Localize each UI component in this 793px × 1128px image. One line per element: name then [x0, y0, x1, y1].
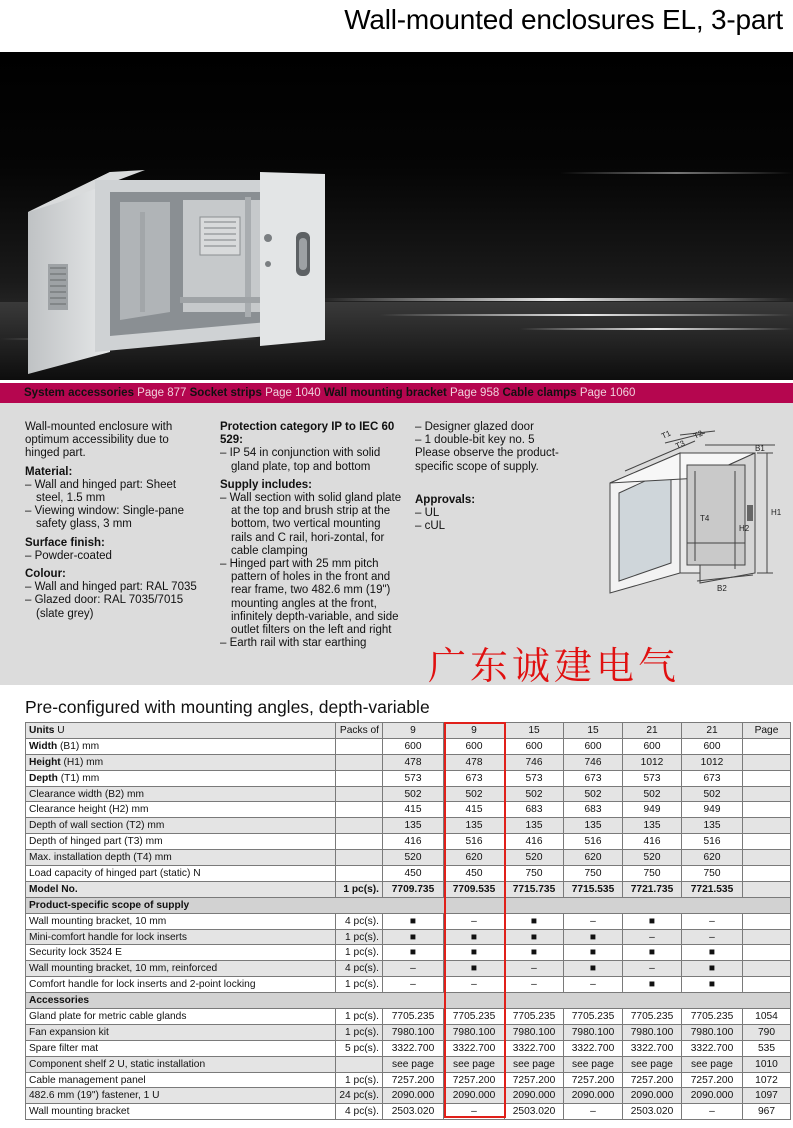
scope-heading-row	[26, 897, 791, 913]
dimension-row	[26, 866, 791, 882]
acc-label-3[interactable]: Cable clamps	[502, 387, 577, 399]
scope-row	[26, 945, 791, 961]
value-cell: 750	[623, 866, 682, 882]
page-cell: 967	[743, 1104, 791, 1120]
accessory-value: 7257.200	[444, 1072, 505, 1088]
enclosure-photo-illustration	[0, 52, 793, 380]
accessory-value: 7257.200	[682, 1072, 743, 1088]
value-cell: 516	[564, 834, 623, 850]
accessory-value: 2503.020	[383, 1104, 444, 1120]
value-cell: 1012	[682, 754, 743, 770]
value-cell: 502	[623, 786, 682, 802]
supply-extra-item: – Designer glazed door	[415, 421, 575, 434]
dimension-label: Width (B1) mm	[26, 738, 336, 754]
accessory-value: 3322.700	[623, 1040, 682, 1056]
value-cell: 750	[505, 866, 564, 882]
accessory-value: 7257.200	[505, 1072, 564, 1088]
accessory-value: 2090.000	[623, 1088, 682, 1104]
value-cell: 135	[444, 818, 505, 834]
value-cell: 416	[623, 834, 682, 850]
value-cell: 450	[383, 866, 444, 882]
scope-mark: –	[505, 961, 564, 977]
scope-heading: Product-specific scope of supply	[26, 897, 791, 913]
accessory-row	[26, 1088, 791, 1104]
page-title: Wall-mounted enclosures EL, 3-part	[344, 4, 783, 35]
colour-item: – Wall and hinged part: RAL 7035	[25, 581, 200, 594]
dimension-label: Depth of wall section (T2) mm	[26, 818, 336, 834]
page-cell	[743, 818, 791, 834]
scope-mark: –	[564, 913, 623, 929]
dimension-row	[26, 802, 791, 818]
intro-text: Wall-mounted enclosure with optimum accessibility due to hinged part.	[25, 421, 173, 460]
accessory-value: 7705.235	[444, 1009, 505, 1025]
value-cell: 949	[682, 802, 743, 818]
value-cell: 750	[564, 866, 623, 882]
value-cell: 683	[505, 802, 564, 818]
accessory-value: 2090.000	[564, 1088, 623, 1104]
material-heading: Material:	[25, 465, 73, 478]
colour-heading: Colour:	[25, 568, 66, 581]
accessory-row	[26, 1104, 791, 1120]
acc-label-2[interactable]: Wall mounting bracket	[323, 387, 447, 399]
supply-item: – Wall section with solid gland plate at the top and brush strip at the bottom, two vertical mounting rails and C rail, hori-zontal, for cable clamping	[220, 492, 402, 558]
scope-row	[26, 961, 791, 977]
value-cell: 516	[682, 834, 743, 850]
accessory-value: 2090.000	[505, 1088, 564, 1104]
model-number-cell: 7709.535	[444, 881, 505, 897]
packs-cell	[336, 818, 383, 834]
surface-heading: Surface finish:	[25, 536, 105, 549]
model-number-cell: 7721.735	[623, 881, 682, 897]
scope-mark: –	[505, 977, 564, 993]
accessory-value: –	[682, 1104, 743, 1120]
scope-mark: –	[383, 961, 444, 977]
description-column-1	[25, 421, 200, 621]
model-number-cell: 7721.535	[682, 881, 743, 897]
value-cell: 520	[505, 850, 564, 866]
accessory-value: 7980.100	[682, 1024, 743, 1040]
value-cell: 416	[505, 834, 564, 850]
watermark-text: 广东诚建电气	[428, 644, 681, 688]
page-cell	[743, 977, 791, 993]
scope-mark: ■	[505, 945, 564, 961]
header-units: 15	[564, 723, 623, 739]
scope-mark: ■	[564, 945, 623, 961]
value-cell: 600	[682, 738, 743, 754]
dimension-row	[26, 786, 791, 802]
value-cell: 502	[444, 786, 505, 802]
packs-cell	[336, 786, 383, 802]
page-cell	[743, 866, 791, 882]
accessory-value: 3322.700	[682, 1040, 743, 1056]
scope-mark: ■	[444, 961, 505, 977]
scope-mark: ■	[505, 929, 564, 945]
scope-mark: ■	[682, 961, 743, 977]
header-units: 21	[623, 723, 682, 739]
packs-cell: 1 pc(s).	[336, 1024, 383, 1040]
value-cell: 135	[682, 818, 743, 834]
dimension-row	[26, 818, 791, 834]
packs-cell	[336, 770, 383, 786]
scope-note: Please observe the product-specific scope of supply.	[415, 447, 559, 473]
value-cell: 746	[564, 754, 623, 770]
packs-cell	[336, 850, 383, 866]
packs-cell	[336, 1056, 383, 1072]
packs-cell: 1 pc(s).	[336, 929, 383, 945]
approval-item: – UL	[415, 507, 575, 520]
accessory-value: 3322.700	[505, 1040, 564, 1056]
page-cell: 1097	[743, 1088, 791, 1104]
scope-mark: ■	[623, 913, 682, 929]
accessory-value: 7705.235	[383, 1009, 444, 1025]
acc-page-2[interactable]: Page 958	[450, 387, 500, 399]
accessory-row	[26, 1056, 791, 1072]
accessory-value: see page	[383, 1056, 444, 1072]
accessory-value: –	[564, 1104, 623, 1120]
accessory-value: 7257.200	[564, 1072, 623, 1088]
header-packs: Packs of	[336, 723, 383, 739]
packs-cell: 1 pc(s).	[336, 945, 383, 961]
protection-heading: Protection category IP to IEC 60 529:	[220, 421, 395, 447]
accessory-row	[26, 1009, 791, 1025]
model-row	[26, 881, 791, 897]
accessory-value: 7257.200	[383, 1072, 444, 1088]
diagram-label-b1: B1	[755, 444, 765, 453]
dimension-label: Clearance width (B2) mm	[26, 786, 336, 802]
page-cell	[743, 770, 791, 786]
header-units: 21	[682, 723, 743, 739]
scope-mark: ■	[564, 961, 623, 977]
acc-label-1[interactable]: Socket strips	[189, 387, 262, 399]
scope-label: Security lock 3524 E	[26, 945, 336, 961]
dimension-row	[26, 834, 791, 850]
scope-mark: ■	[564, 929, 623, 945]
page-cell	[743, 913, 791, 929]
page-cell	[743, 929, 791, 945]
material-item: – Viewing window: Single-pane safety glass, 3 mm	[25, 505, 200, 531]
value-cell: 620	[564, 850, 623, 866]
value-cell: 600	[564, 738, 623, 754]
value-cell: 502	[682, 786, 743, 802]
page-cell: 790	[743, 1024, 791, 1040]
accessory-label: 482.6 mm (19") fastener, 1 U	[26, 1088, 336, 1104]
dimension-label: Load capacity of hinged part (static) N	[26, 866, 336, 882]
value-cell: 502	[505, 786, 564, 802]
dimension-diagram	[605, 423, 785, 598]
accessories-bar	[0, 383, 793, 403]
model-label: Model No.	[26, 881, 336, 897]
accessory-label: Cable management panel	[26, 1072, 336, 1088]
spec-table	[25, 722, 791, 1120]
accessory-value: see page	[444, 1056, 505, 1072]
supply-item: – Earth rail with star earthing	[220, 637, 402, 650]
page-cell	[743, 754, 791, 770]
supply-heading: Supply includes:	[220, 478, 313, 491]
scope-mark: ■	[444, 945, 505, 961]
acc-page-1[interactable]: Page 1040	[265, 387, 321, 399]
accessory-value: 2090.000	[383, 1088, 444, 1104]
scope-mark: –	[623, 961, 682, 977]
accessory-value: 7705.235	[682, 1009, 743, 1025]
value-cell: 416	[383, 834, 444, 850]
accessory-label: Fan expansion kit	[26, 1024, 336, 1040]
header-units: 9	[383, 723, 444, 739]
diagram-label-t2: T2	[692, 428, 705, 441]
page-cell	[743, 802, 791, 818]
page-cell: 1010	[743, 1056, 791, 1072]
accessory-value: 7705.235	[623, 1009, 682, 1025]
dimension-row	[26, 738, 791, 754]
acc-page-3[interactable]: Page 1060	[579, 387, 636, 399]
value-cell: 135	[623, 818, 682, 834]
approval-item: – cUL	[415, 520, 575, 533]
scope-mark: –	[383, 977, 444, 993]
value-cell: 502	[383, 786, 444, 802]
diagram-label-t1: T1	[660, 428, 673, 441]
page-cell	[743, 850, 791, 866]
value-cell: 949	[623, 802, 682, 818]
page-cell	[743, 738, 791, 754]
diagram-label-h2: H2	[739, 524, 750, 533]
accessory-value: 2503.020	[505, 1104, 564, 1120]
description-panel	[0, 403, 793, 688]
packs-cell: 5 pc(s).	[336, 1040, 383, 1056]
packs-cell	[336, 754, 383, 770]
page-cell: 1072	[743, 1072, 791, 1088]
table-header-row	[26, 723, 791, 739]
scope-mark: ■	[682, 945, 743, 961]
dimension-row	[26, 770, 791, 786]
packs-cell: 24 pc(s).	[336, 1088, 383, 1104]
approvals-heading: Approvals:	[415, 493, 476, 506]
model-number-cell: 7715.735	[505, 881, 564, 897]
value-cell: 135	[505, 818, 564, 834]
accessory-label: Spare filter mat	[26, 1040, 336, 1056]
packs-cell	[336, 802, 383, 818]
scope-mark: –	[623, 929, 682, 945]
scope-mark: ■	[505, 913, 564, 929]
dimension-row	[26, 850, 791, 866]
scope-mark: –	[444, 913, 505, 929]
value-cell: 520	[383, 850, 444, 866]
dimension-row	[26, 754, 791, 770]
accessory-value: 7980.100	[444, 1024, 505, 1040]
value-cell: 620	[444, 850, 505, 866]
scope-mark: ■	[682, 977, 743, 993]
header-page: Page	[743, 723, 791, 739]
accessory-row	[26, 1072, 791, 1088]
diagram-label-b2: B2	[717, 584, 727, 593]
page-cell: 1054	[743, 1009, 791, 1025]
scope-mark: –	[564, 977, 623, 993]
accessories-heading-row	[26, 993, 791, 1009]
diagram-label-t3: T3	[674, 438, 687, 451]
value-cell: 683	[564, 802, 623, 818]
scope-label: Wall mounting bracket, 10 mm, reinforced	[26, 961, 336, 977]
packs-cell: 1 pc(s).	[336, 881, 383, 897]
value-cell: 573	[383, 770, 444, 786]
packs-cell: 1 pc(s).	[336, 1072, 383, 1088]
packs-cell: 1 pc(s).	[336, 1009, 383, 1025]
packs-cell: 1 pc(s).	[336, 977, 383, 993]
value-cell: 673	[444, 770, 505, 786]
value-cell: 600	[444, 738, 505, 754]
model-number-cell: 7709.735	[383, 881, 444, 897]
accessory-value: 3322.700	[383, 1040, 444, 1056]
dimension-label: Clearance height (H2) mm	[26, 802, 336, 818]
surface-item: – Powder-coated	[25, 550, 200, 563]
accessory-value: 3322.700	[444, 1040, 505, 1056]
value-cell: 573	[623, 770, 682, 786]
value-cell: 746	[505, 754, 564, 770]
value-cell: 502	[564, 786, 623, 802]
value-cell: 520	[623, 850, 682, 866]
diagram-label-t4: T4	[700, 514, 710, 523]
scope-mark: ■	[623, 945, 682, 961]
accessory-value: see page	[623, 1056, 682, 1072]
value-cell: 450	[444, 866, 505, 882]
accessory-value: 7980.100	[383, 1024, 444, 1040]
accessory-value: 2090.000	[682, 1088, 743, 1104]
accessory-value: see page	[505, 1056, 564, 1072]
value-cell: 600	[623, 738, 682, 754]
accessory-value: 3322.700	[564, 1040, 623, 1056]
scope-row	[26, 929, 791, 945]
accessory-label: Component shelf 2 U, static installation	[26, 1056, 336, 1072]
dimension-label: Depth (T1) mm	[26, 770, 336, 786]
value-cell: 673	[564, 770, 623, 786]
value-cell: 478	[444, 754, 505, 770]
header-label: Units U	[26, 723, 336, 739]
packs-cell: 4 pc(s).	[336, 1104, 383, 1120]
supply-item: – Hinged part with 25 mm pitch pattern of holes in the front and rear frame, two 482.6 mm (19") mounting angles at the front, infinitely depth-variable, and side outlet filters on the left and right	[220, 558, 402, 637]
accessory-value: 7980.100	[564, 1024, 623, 1040]
dimension-label: Height (H1) mm	[26, 754, 336, 770]
value-cell: 478	[383, 754, 444, 770]
value-cell: 415	[383, 802, 444, 818]
accessory-value: 7980.100	[505, 1024, 564, 1040]
supply-extra-item: – 1 double-bit key no. 5	[415, 434, 575, 447]
table-title: Pre-configured with mounting angles, depth-variable	[25, 697, 430, 717]
accessory-value: 7257.200	[623, 1072, 682, 1088]
value-cell: 135	[383, 818, 444, 834]
header-units: 15	[505, 723, 564, 739]
description-column-2	[220, 421, 402, 650]
accessories-heading: Accessories	[26, 993, 791, 1009]
value-cell: 600	[505, 738, 564, 754]
acc-label-0[interactable]: System accessories	[24, 387, 134, 399]
acc-page-0[interactable]: Page 877	[137, 387, 187, 399]
packs-cell	[336, 834, 383, 850]
scope-label: Wall mounting bracket, 10 mm	[26, 913, 336, 929]
packs-cell	[336, 738, 383, 754]
scope-mark: –	[444, 977, 505, 993]
scope-label: Mini-comfort handle for lock inserts	[26, 929, 336, 945]
scope-label: Comfort handle for lock inserts and 2-point locking	[26, 977, 336, 993]
scope-mark: ■	[383, 945, 444, 961]
value-cell: 750	[682, 866, 743, 882]
accessory-label: Gland plate for metric cable glands	[26, 1009, 336, 1025]
value-cell: 135	[564, 818, 623, 834]
value-cell: 1012	[623, 754, 682, 770]
value-cell: 600	[383, 738, 444, 754]
material-item: – Wall and hinged part: Sheet steel, 1.5 mm	[25, 479, 200, 505]
page-cell	[743, 881, 791, 897]
page-cell	[743, 961, 791, 977]
accessory-value: see page	[682, 1056, 743, 1072]
value-cell: 620	[682, 850, 743, 866]
accessory-value: 2090.000	[444, 1088, 505, 1104]
scope-mark: ■	[383, 913, 444, 929]
model-number-cell: 7715.535	[564, 881, 623, 897]
packs-cell: 4 pc(s).	[336, 913, 383, 929]
description-column-3	[415, 421, 575, 533]
scope-mark: –	[682, 913, 743, 929]
scope-mark: ■	[444, 929, 505, 945]
page-cell	[743, 945, 791, 961]
packs-cell: 4 pc(s).	[336, 961, 383, 977]
value-cell: 573	[505, 770, 564, 786]
packs-cell	[336, 866, 383, 882]
accessory-value: 7705.235	[564, 1009, 623, 1025]
accessory-value: –	[444, 1104, 505, 1120]
page-cell: 535	[743, 1040, 791, 1056]
page-cell	[743, 786, 791, 802]
dimension-label: Depth of hinged part (T3) mm	[26, 834, 336, 850]
value-cell: 415	[444, 802, 505, 818]
scope-mark: ■	[383, 929, 444, 945]
scope-row	[26, 977, 791, 993]
diagram-label-h1: H1	[771, 508, 782, 517]
accessory-row	[26, 1040, 791, 1056]
accessory-value: 2503.020	[623, 1104, 682, 1120]
scope-mark: –	[682, 929, 743, 945]
product-photo	[0, 52, 793, 380]
accessory-value: 7705.235	[505, 1009, 564, 1025]
header-units: 9	[444, 723, 505, 739]
dimension-label: Max. installation depth (T4) mm	[26, 850, 336, 866]
value-cell: 516	[444, 834, 505, 850]
accessory-label: Wall mounting bracket	[26, 1104, 336, 1120]
accessory-row	[26, 1024, 791, 1040]
accessory-value: see page	[564, 1056, 623, 1072]
accessory-value: 7980.100	[623, 1024, 682, 1040]
value-cell: 673	[682, 770, 743, 786]
scope-mark: ■	[623, 977, 682, 993]
colour-item: – Glazed door: RAL 7035/7015 (slate grey)	[25, 594, 200, 620]
page-cell	[743, 834, 791, 850]
protection-item: – IP 54 in conjunction with solid gland plate, top and bottom	[220, 447, 402, 473]
scope-row	[26, 913, 791, 929]
